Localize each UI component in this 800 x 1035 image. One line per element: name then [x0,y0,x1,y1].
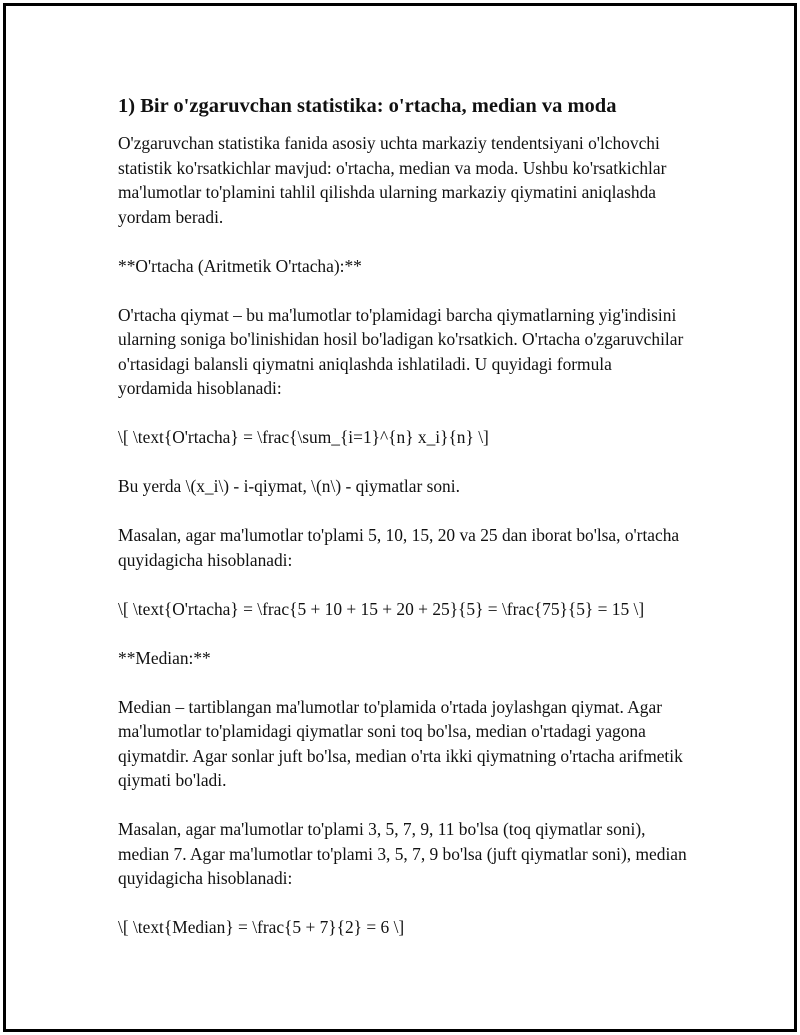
mean-formula: \[ \text{O'rtacha} = \frac{\sum_{i=1}^{n} x_i}{n} \] [118,427,489,447]
intro-paragraph: O'zgaruvchan statistika fanida asosiy uchta markaziy tendentsiyani o'lchovchi statistik ko'rsatkichlar mavjud: o'rtacha, median va moda. Ushbu ko'rsatkichlar ma'lumotlar to'plamini tahlil qilishda ularning markaziy qiymatini aniqlashda yordam beradi. [118,133,667,227]
median-example-formula: \[ \text{Median} = \frac{5 + 7}{2} = 6 \] [118,917,405,937]
mean-subheading: **O'rtacha (Aritmetik O'rtacha):** [118,255,362,276]
document-body [118,93,688,964]
mean-definition-paragraph: O'rtacha qiymat – bu ma'lumotlar to'plamidagi barcha qiymatlarning yig'indisini ularning soniga bo'linishidan hosil bo'ladigan ko'rsatkich. O'rtacha o'zgaruvchilar o'rtasidagi balansli qiymatni aniqlashda ishlatiladi. U quyidagi formula yordamida hisoblanadi: [118,304,684,398]
mean-example-paragraph: Masalan, agar ma'lumotlar to'plami 5, 10, 15, 20 va 25 dan iborat bo'lsa, o'rtacha quyidagicha hisoblanadi: [118,525,680,570]
median-subheading: **Median:** [118,647,211,668]
mean-example-formula: \[ \text{O'rtacha} = \frac{5 + 10 + 15 + 20 + 25}{5} = \frac{75}{5} = 15 \] [118,598,645,619]
median-definition-paragraph: Median – tartiblangan ma'lumotlar to'plamida o'rtada joylashgan qiymat. Agar ma'lumotlar to'plamidagi qiymatlar soni toq bo'lsa, median o'rtadagi yagona qiymatdir. Agar sonlar juft bo'lsa, median o'rta ikki qiymatning o'rtacha arifmetik qiymati bo'ladi. [118,696,683,790]
mean-formula-legend: Bu yerda \(x_i\) - i-qiymat, \(n\) - qiymatlar soni. [118,476,460,496]
section-heading: 1) Bir o'zgaruvchan statistika: o'rtacha, median va moda [118,95,617,117]
median-example-paragraph: Masalan, agar ma'lumotlar to'plami 3, 5, 7, 9, 11 bo'lsa (toq qiymatlar soni), median 7. Agar ma'lumotlar to'plami 3, 5, 7, 9 bo'lsa (juft qiymatlar soni), median quyidagicha hisoblanadi: [118,819,687,888]
